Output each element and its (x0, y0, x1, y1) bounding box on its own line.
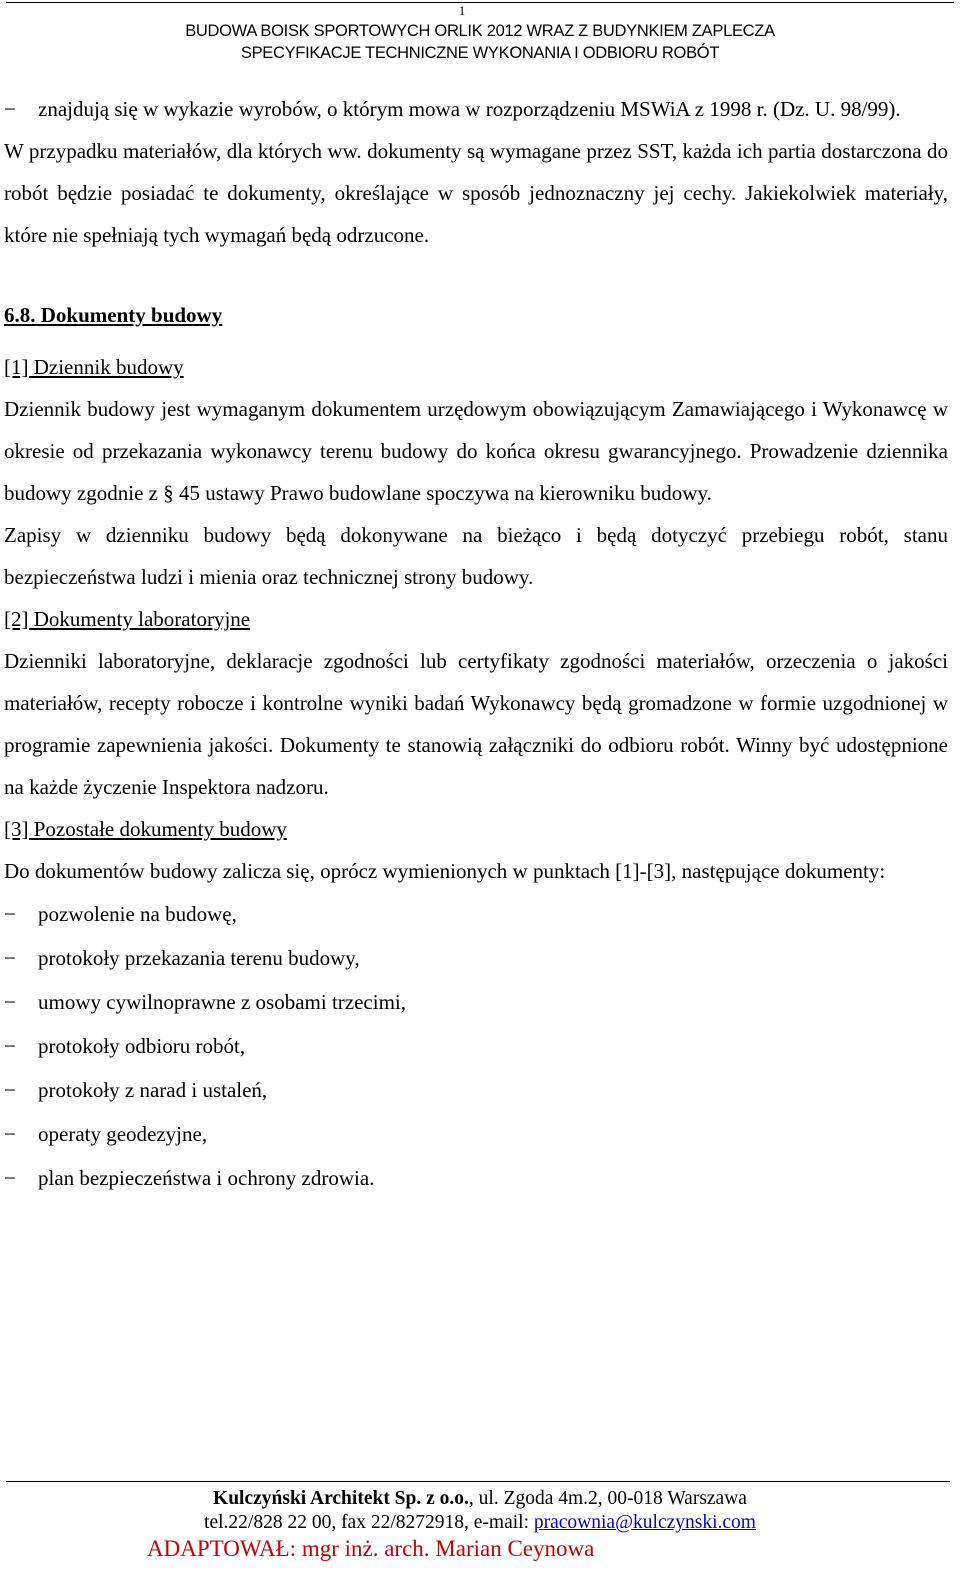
footer-contact: tel.22/828 22 00, fax 22/8272918, e-mail: (204, 1512, 534, 1533)
list-item-text: operaty geodezyjne, (38, 1122, 208, 1146)
list-item (4, 1156, 948, 1200)
paragraph-dziennik-1: Dziennik budowy jest wymaganym dokumentem urzędowym obowiązującym Zamawiającego i Wykonawcę w okresie od przekazania wykonawcy terenu budowy do końca okresu gwarancyjnego. Prowadzenie dziennika budowy zgodnie z § 45 ustawy Prawo budowlane spoczywa na kierowniku budowy. (4, 397, 948, 505)
list-item-text: pozwolenie na budowę, (38, 902, 237, 926)
document-body (4, 88, 948, 1200)
list-item-text: plan bezpieczeństwa i ochrony zdrowia. (38, 1166, 375, 1190)
intro-list-item-text: znajdują się w wykazie wyrobów, o którym mowa w rozporządzeniu MSWiA z 1998 r. (Dz. U. 98/99). (38, 97, 901, 121)
intro-paragraph: W przypadku materiałów, dla których ww. dokumenty są wymagane przez SST, każda ich partia dostarczona do robót będzie posiadać te dokumenty, określające w sposób jednoznaczny jej cechy. Jakiekolwiek materiały, które nie spełniają tych wymagań będą odrzucone. (4, 139, 948, 247)
documents-list (4, 892, 948, 1200)
dash-bullet: − (4, 97, 16, 121)
footer-company-line (0, 1488, 960, 1510)
subsection-heading-dziennik: [1] Dziennik budowy (4, 355, 184, 379)
dash-bullet: − (4, 902, 16, 926)
list-item (4, 1068, 948, 1112)
list-item (4, 936, 948, 980)
paragraph-dziennik-2: Zapisy w dzienniku budowy będą dokonywane na bieżąco i będą dotyczyć przebiegu robót, stanu bezpieczeństwa ludzi i mienia oraz technicznej strony budowy. (4, 523, 948, 589)
footer-adapted-by: ADAPTOWAŁ: mgr inż. arch. Marian Ceynowa (147, 1536, 595, 1561)
list-item (4, 1112, 948, 1156)
dash-bullet: − (4, 946, 16, 970)
list-item-text: protokoły z narad i ustaleń, (38, 1078, 268, 1102)
dash-bullet: − (4, 1122, 16, 1146)
footer-rule (6, 1481, 950, 1482)
footer-contact-line (0, 1512, 960, 1534)
dash-bullet: − (4, 1166, 16, 1190)
list-item-text: protokoły odbioru robót, (38, 1034, 246, 1058)
paragraph-laboratoryjne: Dzienniki laboratoryjne, deklaracje zgodności lub certyfikaty zgodności materiałów, orzeczenia o jakości materiałów, recepty robocze i kontrolne wyniki badań Wykonawcy będą gromadzone w formie uzgodnionej w programie zapewnienia jakości. Dokumenty te stanowią załączniki do odbioru robót. Winny być udostępnione na każde życzenie Inspektora nadzoru. (4, 649, 948, 799)
list-item (4, 892, 948, 936)
paragraph-pozostale: Do dokumentów budowy zalicza się, oprócz wymienionych w punktach [1]-[3], następujące dokumenty: (4, 859, 886, 883)
header-subtitle: SPECYFIKACJE TECHNICZNE WYKONANIA I ODBIORU ROBÓT (240, 44, 720, 62)
intro-list-item (4, 88, 948, 130)
footer-address: , ul. Zgoda 4m.2, 00-018 Warszawa (468, 1488, 747, 1509)
dash-bullet: − (4, 1034, 16, 1058)
header-title: BUDOWA BOISK SPORTOWYCH ORLIK 2012 WRAZ Z BUDYNKIEM ZAPLECZA (185, 22, 775, 40)
list-item-text: protokoły przekazania terenu budowy, (38, 946, 360, 970)
dash-bullet: − (4, 990, 16, 1014)
page-number: 1 (458, 3, 466, 18)
footer-company-name: Kulczyński Architekt Sp. z o.o. (213, 1488, 469, 1509)
list-item-text: umowy cywilnoprawne z osobami trzecimi, (38, 990, 406, 1014)
section-title: 6.8. Dokumenty budowy (4, 303, 223, 327)
subsection-heading-pozostale: [3] Pozostałe dokumenty budowy (4, 817, 287, 841)
footer-email-link[interactable]: pracownia@kulczynski.com (533, 1512, 756, 1533)
subsection-heading-laboratoryjne: [2] Dokumenty laboratoryjne (4, 607, 251, 631)
list-item (4, 1024, 948, 1068)
dash-bullet: − (4, 1078, 16, 1102)
list-item (4, 980, 948, 1024)
